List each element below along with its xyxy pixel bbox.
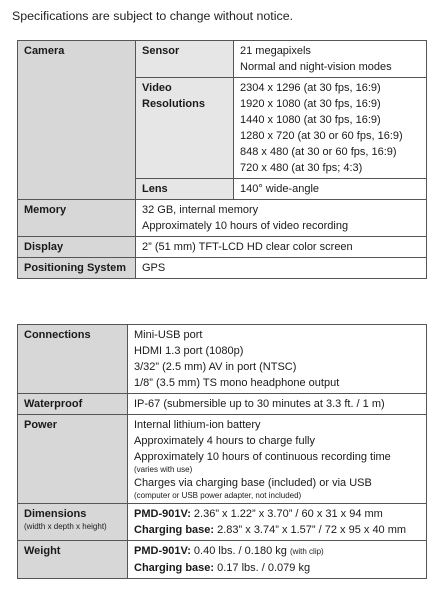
table-row [18, 504, 427, 541]
power-line: Approximately 4 hours to charge fully [134, 435, 315, 447]
lens-label: Lens [136, 179, 234, 200]
video-resolutions-label [136, 78, 234, 179]
power-value [128, 415, 427, 504]
video-resolutions-value [234, 78, 427, 179]
dimension-line [134, 522, 420, 538]
power-line: Internal lithium-ion battery [134, 419, 261, 431]
power-note: (varies with use) [134, 465, 193, 474]
sensor-line: Normal and night-vision modes [240, 61, 392, 73]
resolution-line: 1440 x 1080 (at 30 fps, 16:9) [240, 114, 381, 126]
connection-line: Mini-USB port [134, 329, 203, 341]
table-row [18, 41, 427, 78]
model-name: PMD-901V: [134, 508, 191, 520]
memory-line: 32 GB, internal memory [142, 204, 259, 216]
dimensions-value [128, 504, 427, 541]
memory-label: Memory [18, 200, 136, 237]
resolution-line: 1280 x 720 (at 30 or 60 fps, 16:9) [240, 130, 403, 142]
dimensions-label [18, 504, 128, 541]
positioning-label: Positioning System [18, 258, 136, 279]
table-row [18, 541, 427, 579]
sensor-value [234, 41, 427, 78]
resolution-line: 1920 x 1080 (at 30 fps, 16:9) [240, 98, 381, 110]
video-label-line: Resolutions [142, 98, 205, 110]
model-name: Charging base: [134, 562, 215, 574]
weight-line [134, 543, 420, 560]
memory-value [136, 200, 427, 237]
connection-line: 1/8” (3.5 mm) TS mono headphone output [134, 377, 340, 389]
camera-label: Camera [18, 41, 136, 200]
dimensions-sublabel: (width x depth x height) [24, 522, 107, 531]
waterproof-value: IP-67 (submersible up to 30 minutes at 3.3 ft. / 1 m) [128, 394, 427, 415]
sensor-label: Sensor [136, 41, 234, 78]
power-line: Approximately 10 hours of continuous recording time [134, 451, 391, 463]
connection-line: HDMI 1.3 port (1080p) [134, 345, 244, 357]
model-name: PMD-901V: [134, 545, 191, 557]
positioning-value: GPS [136, 258, 427, 279]
power-line: Charges via charging base (included) or via USB [134, 477, 372, 489]
table-row [18, 415, 427, 504]
power-note: (computer or USB power adapter, not included) [134, 491, 302, 500]
model-name: Charging base: [134, 524, 215, 536]
waterproof-label: Waterproof [18, 394, 128, 415]
weight-line [134, 560, 420, 576]
video-label-line: Video [142, 82, 172, 94]
resolution-line: 848 x 480 (at 30 or 60 fps, 16:9) [240, 146, 397, 158]
spec-table-2 [17, 324, 427, 579]
weight-value [128, 541, 427, 579]
table-row [18, 394, 427, 415]
display-label: Display [18, 237, 136, 258]
resolution-line: 2304 x 1296 (at 30 fps, 16:9) [240, 82, 381, 94]
power-label: Power [18, 415, 128, 504]
dimensions-title: Dimensions [24, 508, 87, 520]
connections-label: Connections [18, 325, 128, 394]
table-row [18, 237, 427, 258]
table-row [18, 258, 427, 279]
lens-value: 140° wide-angle [234, 179, 427, 200]
weight-note: (with clip) [289, 547, 324, 556]
dimension-line [134, 506, 420, 522]
table-row [18, 325, 427, 394]
connection-line: 3/32” (2.5 mm) AV in port (NTSC) [134, 361, 297, 373]
weight-label: Weight [18, 541, 128, 579]
spec-table-1 [17, 40, 427, 279]
connections-value [128, 325, 427, 394]
notice-text: Specifications are subject to change without notice. [12, 9, 294, 23]
sensor-line: 21 megapixels [240, 45, 311, 57]
table-row [18, 200, 427, 237]
weight-text: 0.40 lbs. / 0.180 kg [190, 545, 290, 557]
weight-text: 0.17 lbs. / 0.079 kg [214, 562, 311, 574]
dimension-text: 2.83” x 3.74” x 1.57” / 72 x 95 x 40 mm [214, 524, 407, 536]
dimension-text: 2.36” x 1.22” x 3.70” / 60 x 31 x 94 mm [190, 508, 383, 520]
resolution-line: 720 x 480 (at 30 fps; 4:3) [240, 162, 363, 174]
display-value: 2” (51 mm) TFT-LCD HD clear color screen [136, 237, 427, 258]
memory-line: Approximately 10 hours of video recording [142, 220, 349, 232]
